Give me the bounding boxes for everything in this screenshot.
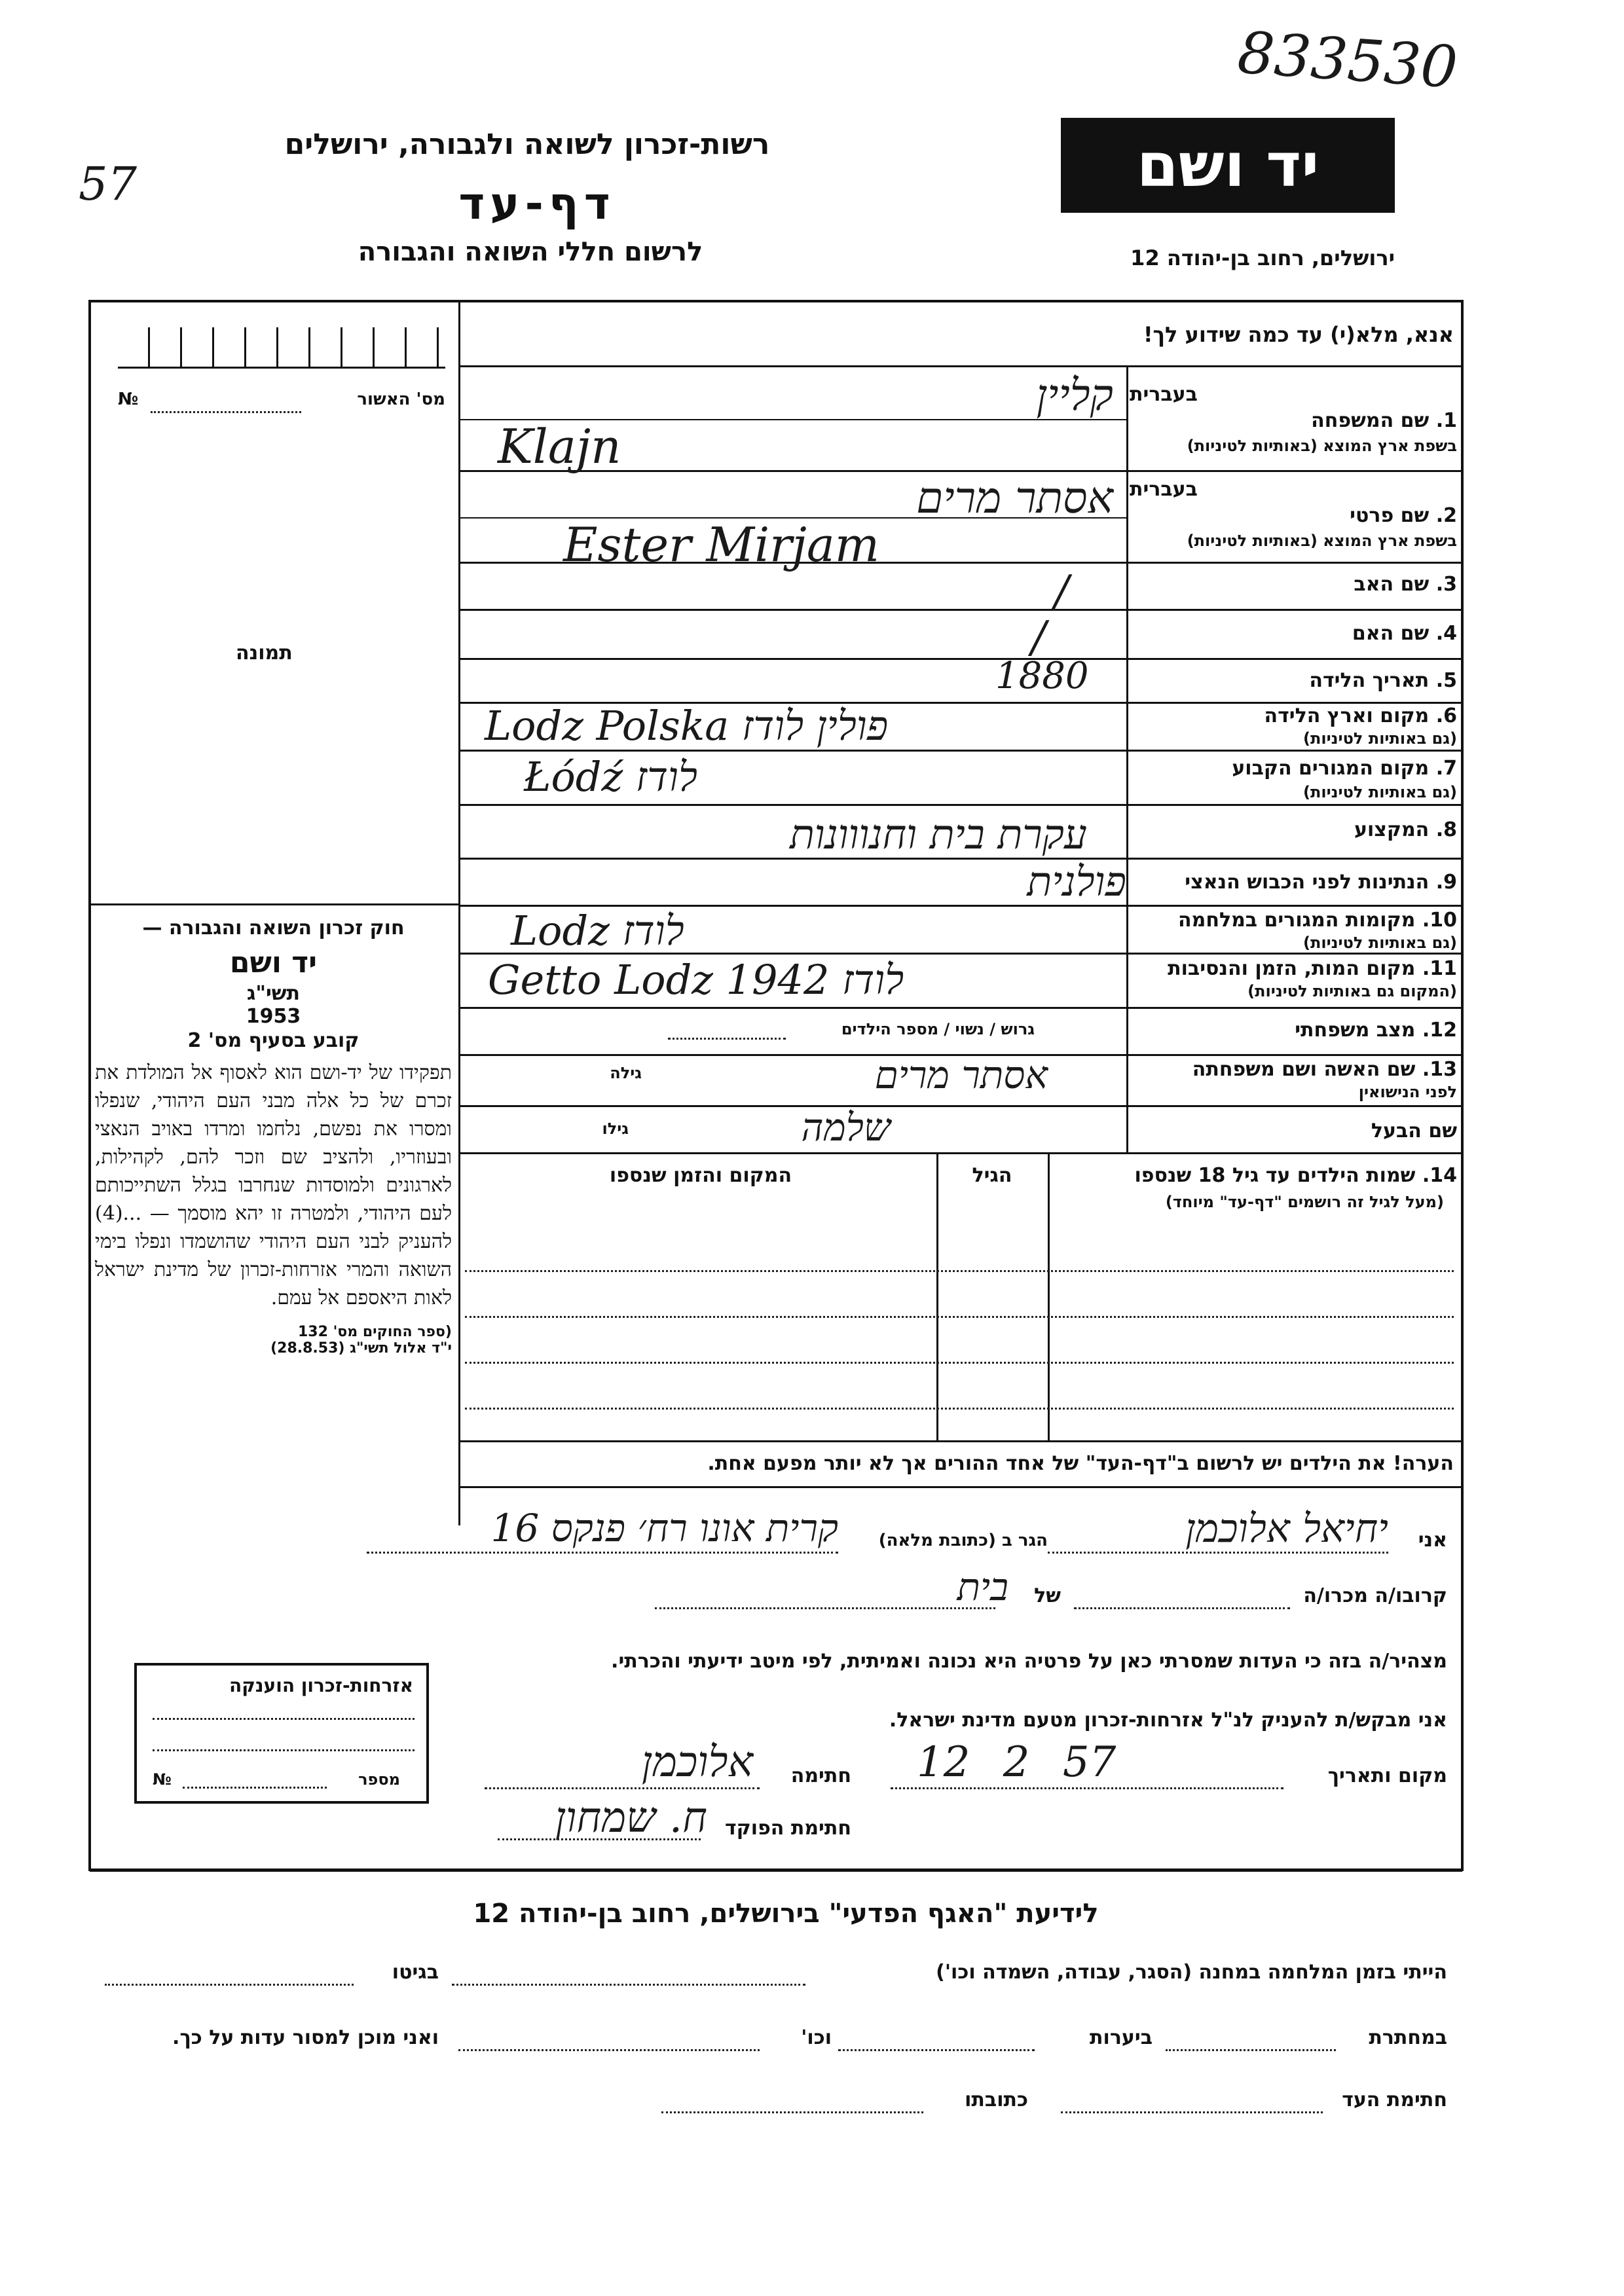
field-2-sub: בשפת ארץ המוצא (באותיות לטיניות): [1187, 532, 1457, 550]
children-note: הערה! את הילדים יש לרשום ב"דף-העד" של אחד ההורים אך לא יותר מפעם אחת.: [707, 1452, 1454, 1475]
corner-number: 57: [79, 157, 138, 211]
wife-age-label: גילה: [610, 1064, 642, 1082]
children-name-subheader: (מעל לגיל זה רושמים "דף-עד" מיוחד): [1165, 1193, 1444, 1211]
field-8-label: המקצוע: [1354, 818, 1430, 841]
answer-wartime-residence: Lodz לודז: [511, 907, 684, 955]
declarant-signature: אלוכמן: [641, 1738, 753, 1787]
field-1-lang: בעברית: [1130, 383, 1198, 406]
declarant-address-label: הגר ב (כתובת מלאה): [878, 1531, 1048, 1550]
field-4-num: 4.: [1435, 622, 1457, 645]
field-5-label: תאריך הלידה: [1309, 669, 1430, 692]
approval-label: מס' האשור: [357, 390, 445, 409]
field-13-label: שם האשה ושם משפחתה: [1192, 1058, 1416, 1081]
children-place-header: המקום והזמן שנספו: [609, 1164, 792, 1187]
field-husband-label: שם הבעל: [1371, 1120, 1457, 1142]
answer-nationality: פולנית: [1027, 858, 1126, 905]
relation-label: קרובו/ה מכרו/ה: [1303, 1584, 1447, 1607]
bottom-address-label: כתובתו: [965, 2088, 1028, 2111]
field-9-num: 9.: [1435, 871, 1457, 894]
answer-given-latin: Ester Mirjam: [563, 517, 880, 572]
authority-name: רשות-זכרון לשואה ולגבורה, ירושלים: [284, 128, 770, 161]
declaration-text: מצהיר/ה בזה כי העדות שמסרתי כאן על פרטיה היא נכונה ואמיתית, לפי מיטב ידיעתי והכרתי.: [611, 1650, 1447, 1673]
law-title: חוק זכרון השואה והגבורה —: [142, 917, 405, 939]
declaration-date: 12 2 57: [917, 1738, 1116, 1787]
children-age-header: הגיל: [972, 1164, 1012, 1187]
answer-surname-hebrew: קליין: [1036, 370, 1113, 420]
field-12-label: מצב משפחתי: [1295, 1019, 1416, 1042]
bottom-etc-label: וכו': [801, 2026, 832, 2049]
relation-value: בית: [957, 1565, 1008, 1609]
form-subtitle: לרשום חללי השואה והגבורה: [358, 237, 703, 267]
field-5-num: 5.: [1435, 669, 1457, 692]
field-11-label: מקום המות, הזמן והנסיבות: [1168, 957, 1416, 980]
field-13-num: 13.: [1422, 1058, 1457, 1081]
answer-death: Getto Lodz 1942 לודז: [488, 956, 904, 1004]
logo-text: יד ושם: [1136, 130, 1320, 200]
bottom-underground-label: במחתרת: [1369, 2026, 1447, 2049]
answer-birth-date: 1880: [995, 655, 1089, 697]
field-11-sub: (המקום גם באותיות לטיניות): [1247, 982, 1457, 1000]
citizenship-number-label: מספר: [358, 1770, 400, 1789]
yad-vashem-logo: [1061, 118, 1395, 213]
approval-number-boxes: [118, 327, 445, 369]
field-12-marital-status: [1130, 1019, 1457, 1042]
bottom-section-title: לידיעת "האגף הפדעי" בירושלים, רחוב בן-יהודה 12: [473, 1899, 1099, 1929]
field-1-num: 1.: [1435, 409, 1457, 432]
field-8-profession: [1130, 818, 1457, 841]
field-9-label: הנתינות לפני הכבוש הנאצי: [1185, 871, 1430, 894]
answer-mother: /: [1031, 612, 1046, 663]
field-2-num: 2.: [1435, 504, 1457, 527]
law-name: יד ושם: [229, 946, 318, 979]
declarant-prefix: אני: [1418, 1529, 1447, 1552]
field-1-sub: בשפת ארץ המוצא (באותיות לטיניות): [1187, 437, 1457, 455]
citizenship-number-sign: №: [153, 1770, 172, 1789]
approval-no-sign: №: [118, 390, 139, 409]
field-9-nationality: [1130, 871, 1457, 894]
bottom-forests-label: ביערות: [1090, 2026, 1153, 2049]
memorial-citizenship-request: אני מבקש/ת להעניק לנ"ל אזרחות-זכרון מטעם מדינת ישראל.: [889, 1709, 1447, 1732]
officer-signature-label: חתימת הפוקד: [725, 1817, 851, 1840]
form-title: דף-עד: [458, 178, 616, 230]
field-husband-name: [1130, 1120, 1457, 1142]
law-year-hebrew: תשי"ג: [246, 982, 301, 1005]
field-4-label: שם האם: [1352, 622, 1430, 645]
declarant-name: יחיאל אלוכמן: [1185, 1506, 1388, 1552]
law-source-date: י"ד אלול תשי"ג (28.8.53): [270, 1340, 452, 1357]
bottom-witness-signature-label: חתימת העד: [1342, 2088, 1447, 2111]
field-10-sub: (גם באותיות לטיניות): [1303, 934, 1457, 952]
field-2-label: שם פרטי: [1350, 504, 1430, 527]
field-3-father: [1130, 573, 1457, 596]
children-name-header: 14. שמות הילדים עד גיל 18 שנספו: [1134, 1164, 1457, 1187]
answer-birth-place: Lodz Polska פולין לודז: [485, 702, 889, 750]
office-address: ירושלים, רחוב בן-יהודה 12: [1130, 246, 1395, 270]
field-13-sub: לפני הנישואין: [1358, 1083, 1457, 1101]
answer-marital-status: גרוש / נשוי / מספר הילדים: [841, 1020, 1035, 1038]
signature-label: חתימה: [790, 1764, 851, 1787]
husband-age-label: גילו: [602, 1120, 629, 1138]
declarant-address: קרית אונו רח׳ פנקס 16: [490, 1506, 838, 1550]
field-12-num: 12.: [1422, 1019, 1457, 1042]
field-2-lang: בעברית: [1130, 478, 1198, 501]
field-3-label: שם האב: [1354, 573, 1430, 596]
answer-father: /: [1054, 566, 1069, 617]
field-5-birth-date: [1130, 669, 1457, 692]
answer-residence: Łódź לודז: [524, 753, 698, 801]
law-clause: קובע בסעיף מס' 2: [187, 1029, 360, 1052]
citizenship-box-title: אזרחות-זכרון הוענקה: [229, 1675, 413, 1696]
citizenship-box: [134, 1663, 429, 1804]
officer-signature: ח. שמחון: [555, 1794, 707, 1842]
law-text: תפקידו של יד-ושם הוא לאסוף אל המולדת את זכרם של כל אלה מבני העם היהודי, שנפלו ומסרו את נפשם, נלחמו ומרדו באויב הנאצי ובעוזריו, ולהציב שם וזכר להם, לקהילות, לארגונים ולמוסדות שנחרבו בגלל השתייכותם לעם היהודי, ולמטרה זו יהא מוסמך — ...(4) להעניק לבני העם היהודי שהושמדו ונפלו בימי השואה והמרי אזרחות-זכרון של מדינת ישראל לאות היאספם אל עמם.: [95, 1061, 452, 1309]
field-8-num: 8.: [1435, 818, 1457, 841]
answer-husband-name: שלמה: [801, 1105, 891, 1150]
field-6-label: מקום וארץ הלידה: [1264, 704, 1430, 727]
field-7-label: מקום המגורים הקבוע: [1232, 757, 1430, 780]
instruction-text: אנא, מלא(י) עד כמה שידוע לך!: [1143, 322, 1454, 347]
field-7-num: 7.: [1435, 757, 1457, 780]
field-10-num: 10.: [1422, 909, 1457, 932]
bottom-camp-label: הייתי בזמן המלחמה במחנה (הסגר, עבודה, השמדה וכו'): [936, 1961, 1447, 1984]
answer-surname-latin: Klajn: [498, 419, 621, 474]
law-year: 1953: [246, 1005, 301, 1028]
field-6-sub: (גם באותיות לטיניות): [1303, 729, 1457, 748]
answer-given-hebrew: אסתר מרים: [916, 473, 1113, 523]
relation-of-label: של: [1034, 1584, 1061, 1607]
bottom-ghetto-label: בגיטו: [392, 1961, 439, 1984]
field-11-num: 11.: [1422, 957, 1457, 980]
field-1-label: שם המשפחה: [1311, 409, 1430, 432]
field-7-sub: (גם באותיות לטיניות): [1303, 783, 1457, 801]
answer-profession: עקרת בית וחנווונות: [789, 811, 1087, 858]
archive-number: 833530: [1235, 18, 1460, 101]
field-10-label: מקומות המגורים במלחמה: [1178, 909, 1416, 932]
bottom-testimony-text: ואני מוכן למסור עדות על כך.: [172, 2026, 439, 2049]
place-date-label: מקום ותאריך: [1327, 1764, 1447, 1787]
field-6-num: 6.: [1435, 704, 1457, 727]
law-source: (ספר החוקים מס' 132: [297, 1324, 452, 1340]
law-box: [95, 917, 452, 1357]
field-3-num: 3.: [1435, 573, 1457, 596]
field-4-mother: [1130, 622, 1457, 645]
answer-wife-name: אסתר מרים: [874, 1053, 1048, 1097]
photo-label: תמונה: [236, 642, 293, 665]
